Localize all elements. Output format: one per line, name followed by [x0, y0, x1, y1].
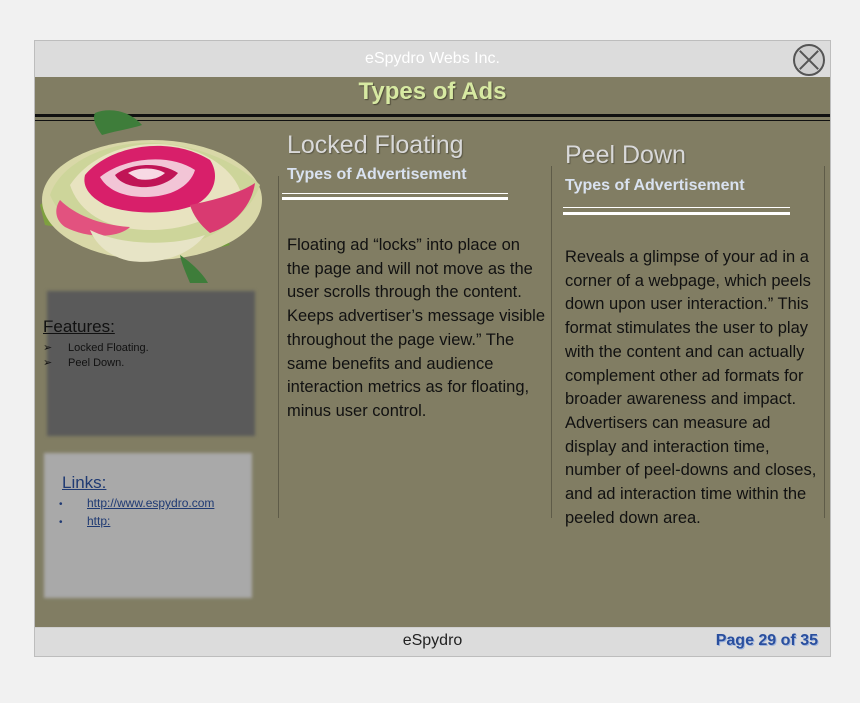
column-divider — [824, 166, 825, 518]
page-title: Types of Ads — [358, 78, 507, 105]
page-indicator: Page 29 of 35 — [715, 632, 818, 649]
peel-down-body: Reveals a glimpse of your ad in a corner of a webpage, which peels down upon user interaction.” This format stimulates the user to play with the content and can actually complement other ad formats for broader awareness and impact. Advertisers can measure ad display and interaction time, number of peel-downs and closes, and ad interaction time within the peeled down area. — [565, 248, 817, 527]
column-divider — [551, 166, 552, 518]
title-underline — [563, 212, 790, 215]
peel-down-title: Peel Down — [565, 141, 686, 169]
title-underline — [282, 197, 508, 200]
bullet-icon: • — [59, 499, 63, 510]
features-title: Features: — [43, 317, 115, 336]
links-list — [59, 495, 214, 531]
footer — [35, 627, 830, 656]
features-list — [43, 341, 149, 371]
company-name: eSpydro Webs Inc. — [365, 50, 500, 67]
list-item — [59, 513, 214, 531]
peel-down-subtitle: Types of Advertisement — [565, 177, 745, 194]
arrow-bullet-icon: ➢ — [43, 357, 53, 369]
arrow-bullet-icon: ➢ — [43, 342, 53, 354]
list-item — [59, 495, 214, 513]
close-icon[interactable] — [793, 44, 825, 76]
list-item: ➢ Peel Down. — [43, 357, 125, 369]
slide — [35, 41, 830, 656]
list-item: ➢ Locked Floating. — [43, 342, 149, 354]
rose-image — [35, 105, 275, 283]
locked-floating-title: Locked Floating — [287, 131, 464, 159]
title-underline-thin — [563, 207, 790, 208]
links-title: Links: — [62, 473, 107, 492]
top-bar — [35, 41, 830, 77]
title-underline-thin — [282, 193, 508, 194]
footer-brand: eSpydro — [402, 632, 463, 649]
bullet-icon: • — [59, 517, 63, 528]
column-divider — [278, 176, 279, 518]
locked-floating-subtitle: Types of Advertisement — [287, 166, 467, 183]
link-http[interactable]: http: — [87, 514, 111, 528]
locked-floating-body: Floating ad “locks” into place on the page and will not move as the user scrolls through the content. Keeps advertiser’s message visible throughout the page view.” The same benefits and audience interaction metrics as for floating, minus user control. — [287, 236, 546, 420]
link-espydro[interactable]: http://www.espydro.com — [87, 496, 215, 510]
